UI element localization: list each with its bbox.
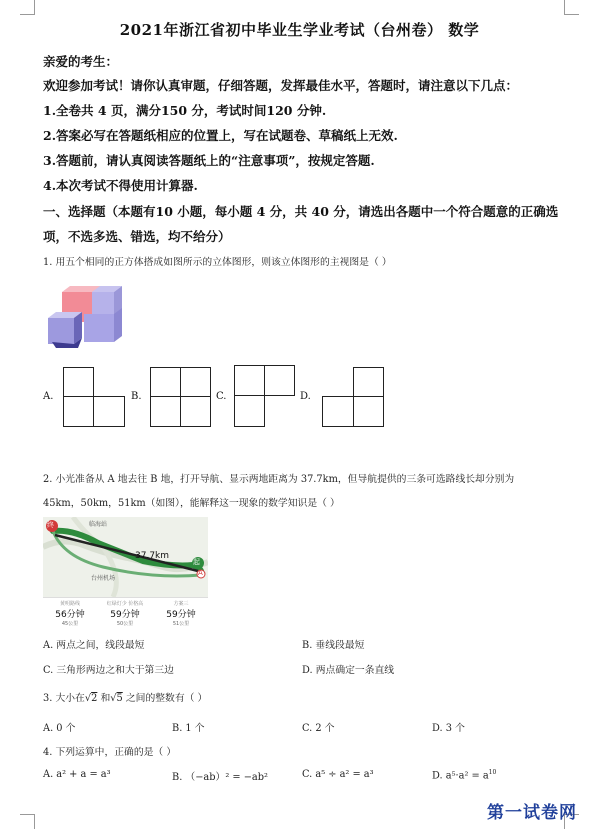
map-place-bottom: 台州机场 xyxy=(91,575,116,582)
map-canvas xyxy=(43,517,208,597)
route-option-1 xyxy=(45,600,95,627)
route-2-time: 59分钟 xyxy=(110,610,140,620)
q2-option-c: C. 三角形两边之和大于第三边 xyxy=(43,665,174,676)
q2-option-a: A. 两点之间，线段最短 xyxy=(43,640,145,651)
q3-option-b: B. 1 个 xyxy=(172,723,205,734)
q1-option-c-label: C. xyxy=(216,391,227,402)
route-1-tag: 黄明路线 xyxy=(59,601,80,607)
q4-option-d-base: D. a⁵·a² = a xyxy=(432,770,489,782)
q3-option-d: D. 3 个 xyxy=(432,723,465,734)
q3-stem-start: 3. 大小在 xyxy=(43,693,85,704)
section-heading-line1: 一、选择题（本题有10 小题，每小题 4 分，共 40 分，请选出各题中一个符合题意的正确选 xyxy=(43,204,559,219)
map-place-top: 临海站 xyxy=(89,521,108,528)
q3-stem-mid: 和 xyxy=(97,693,111,704)
route-option-2 xyxy=(99,600,151,627)
q2-option-b: B. 垂线段最短 xyxy=(302,640,365,651)
q4-option-c: C. a⁵ ÷ a² = a³ xyxy=(302,769,374,780)
route-3-tag: 方案三 xyxy=(173,601,189,607)
q1-stem: 1. 用五个相同的正方体搭成如图所示的立体图形，则该立体图形的主视图是（ ） xyxy=(43,257,392,268)
q1-option-d-label: D. xyxy=(300,391,311,402)
greeting: 亲爱的考生： xyxy=(43,54,119,69)
sqrt-2: √2 xyxy=(84,693,98,704)
q4-option-a: A. a² + a = a³ xyxy=(43,769,111,780)
q1-option-a-label: A. xyxy=(43,391,54,402)
q2-navigation-map xyxy=(43,517,208,627)
sqrt-2-radicand: 2 xyxy=(91,693,98,704)
notice-item-4: 4.本次考试不得使用计算器. xyxy=(43,178,198,193)
q4-stem: 4. 下列运算中，正确的是（ ） xyxy=(43,747,177,758)
q3-option-c: C. 2 个 xyxy=(302,723,335,734)
q4-option-b: B. （−ab）² = −ab² xyxy=(172,772,268,783)
notice-item-1: 1.全卷共 4 页，满分150 分，考试时间120 分钟. xyxy=(43,103,327,118)
map-point-a: A xyxy=(198,569,203,577)
exam-title: 2021年浙江省初中毕业生学业考试（台州卷） 数学 xyxy=(119,21,480,39)
route-options-panel xyxy=(43,597,208,627)
site-logo: 第一试卷网 xyxy=(487,803,577,823)
route-3-distance: 51公里 xyxy=(172,621,190,627)
notice-item-3: 3.答题前，请认真阅读答题纸上的“注意事项”，按规定答题. xyxy=(43,153,375,168)
route-3-time: 59分钟 xyxy=(166,610,196,620)
map-end-badge: 终 xyxy=(47,521,54,529)
crop-mark-top-right xyxy=(564,0,579,15)
q3-option-a: A. 0 个 xyxy=(43,723,76,734)
map-start-badge: 起 xyxy=(193,558,200,566)
route-1-distance: 45公里 xyxy=(61,621,79,627)
q4-option-d-exponent: 10 xyxy=(488,769,497,776)
notice-item-2: 2.答案必写在答题纸相应的位置上，写在试题卷、草稿纸上无效. xyxy=(43,128,398,143)
q4-option-d xyxy=(432,769,496,781)
notice-intro: 欢迎参加考试！请你认真审题，仔细答题，发挥最佳水平，答题时，请注意以下几点： xyxy=(43,78,519,93)
section-heading-line2: 项，不选多选、错选，均不给分） xyxy=(43,229,231,244)
q3-stem xyxy=(43,690,207,704)
route-2-distance: 50公里 xyxy=(116,621,134,627)
q3-stem-end: 之间的整数有（ ） xyxy=(122,693,208,704)
sqrt-5: √5 xyxy=(110,693,123,704)
crop-mark-top-left xyxy=(20,0,35,15)
route-option-3 xyxy=(156,600,206,627)
q1-cube-figure xyxy=(44,284,126,350)
q2-option-d: D. 两点确定一条直线 xyxy=(302,665,395,676)
sqrt-5-radicand: 5 xyxy=(116,693,123,704)
q2-stem-line2: 45km，50km，51km（如图），能解释这一现象的数学知识是（ ） xyxy=(43,498,340,509)
crop-mark-bottom-left xyxy=(20,814,35,829)
map-distance-label: 37.7km xyxy=(135,551,170,561)
route-2-tag: 红绿灯少 价格高 xyxy=(106,601,144,607)
q2-stem-line1: 2. 小光准备从 A 地去往 B 地，打开导航、显示两地距离为 37.7km，但导航提供的三条可选路线长却分别为 xyxy=(43,474,515,485)
route-1-time: 56分钟 xyxy=(55,610,85,620)
q1-option-b-label: B. xyxy=(131,391,142,402)
